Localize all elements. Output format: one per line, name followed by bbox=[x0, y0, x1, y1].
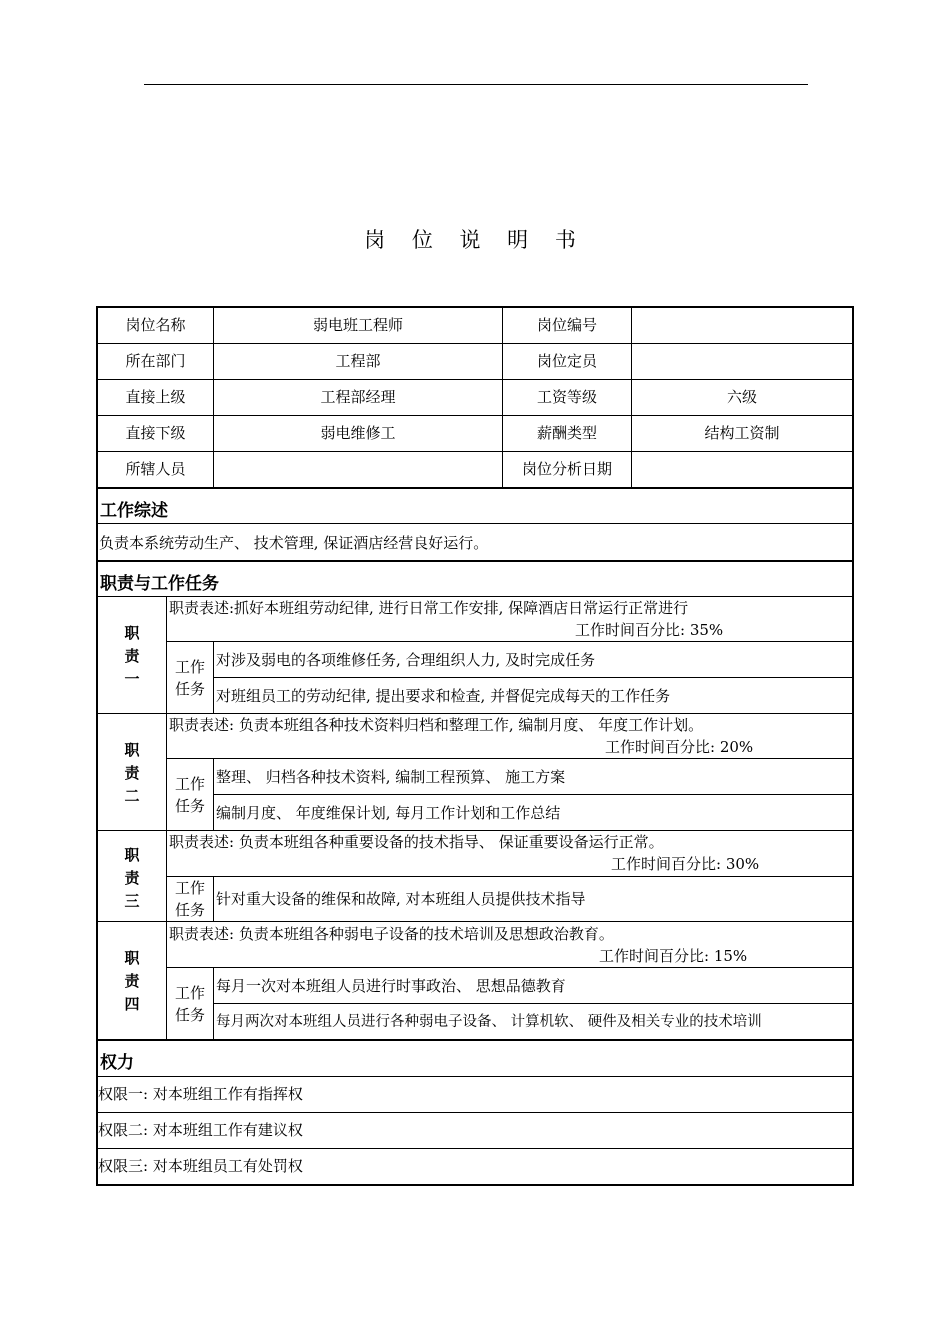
task-item: 每月两次对本班组人员进行各种弱电子设备、 计算机软、 硬件及相关专业的技术培训 bbox=[216, 1014, 762, 1030]
grid-line bbox=[96, 451, 854, 452]
grid-line bbox=[96, 560, 854, 562]
grid-line bbox=[96, 1112, 854, 1113]
grid-line bbox=[96, 415, 854, 416]
grid-line bbox=[213, 1003, 854, 1004]
info-label: 岗位分析日期 bbox=[521, 460, 612, 478]
task-item: 对涉及弱电的各项维修任务, 合理组织人力, 及时完成任务 bbox=[216, 651, 596, 669]
task-item: 针对重大设备的维保和故障, 对本班组人员提供技术指导 bbox=[216, 890, 586, 908]
task-label: 工作 任务 bbox=[174, 984, 205, 1024]
task-item: 整理、 归档各种技术资料, 编制工程预算、 施工方案 bbox=[216, 768, 566, 786]
grid-line bbox=[96, 1076, 854, 1077]
task-label: 工作 任务 bbox=[174, 879, 205, 919]
info-label: 岗位编号 bbox=[536, 316, 597, 334]
duty-time-2: 工作时间百分比: 20% bbox=[605, 738, 754, 756]
info-label: 所在部门 bbox=[125, 352, 186, 370]
duty-desc-4: 职责表述: 负责本班组各种弱电子设备的技术培训及思想政治教育。 bbox=[169, 925, 614, 943]
summary-text: 负责本系统劳动生产、 技术管理, 保证酒店经营良好运行。 bbox=[99, 534, 489, 552]
duty-desc-2: 职责表述: 负责本班组各种技术资料归档和整理工作, 编制月度、 年度工作计划。 bbox=[169, 716, 704, 734]
duties-heading: 职责与工作任务 bbox=[100, 574, 219, 594]
info-value: 六级 bbox=[726, 388, 757, 406]
grid-line bbox=[96, 830, 854, 831]
grid-line bbox=[213, 876, 214, 921]
task-item: 编制月度、 年度维保计划, 每月工作计划和工作总结 bbox=[216, 804, 561, 822]
grid-line bbox=[96, 596, 854, 597]
grid-line bbox=[96, 1039, 854, 1041]
info-label: 薪酬类型 bbox=[536, 424, 597, 442]
grid-line bbox=[166, 967, 854, 968]
duty-time-4: 工作时间百分比: 15% bbox=[599, 947, 748, 965]
info-label: 所辖人员 bbox=[125, 460, 186, 478]
duty-label-1: 职 责 一 bbox=[124, 624, 140, 688]
grid-line bbox=[96, 343, 854, 344]
info-value: 结构工资制 bbox=[704, 424, 780, 442]
info-value: 弱电班工程师 bbox=[312, 316, 403, 334]
info-label: 岗位名称 bbox=[125, 316, 186, 334]
duty-label-3: 职 责 三 bbox=[124, 846, 140, 910]
task-item: 对班组员工的劳动纪律, 提出要求和检查, 并督促完成每天的工作任务 bbox=[216, 687, 671, 705]
duty-label-4: 职 责 四 bbox=[124, 949, 140, 1013]
grid-line bbox=[96, 487, 854, 489]
task-label: 工作 任务 bbox=[174, 658, 205, 698]
grid-line bbox=[166, 876, 854, 877]
duty-time-1: 工作时间百分比: 35% bbox=[575, 621, 724, 639]
document-title: 岗 位 说 明 书 bbox=[364, 228, 586, 252]
grid-line bbox=[213, 794, 854, 795]
info-label: 直接下级 bbox=[125, 424, 186, 442]
duty-desc-3: 职责表述: 负责本班组各种重要设备的技术指导、 保证重要设备运行正常。 bbox=[169, 833, 664, 851]
info-label: 直接上级 bbox=[125, 388, 186, 406]
grid-line bbox=[213, 677, 854, 678]
info-value: 弱电维修工 bbox=[320, 424, 396, 442]
header-rule bbox=[144, 84, 808, 85]
authority-item: 权限一: 对本班组工作有指挥权 bbox=[98, 1085, 303, 1103]
grid-line bbox=[96, 523, 854, 524]
grid-line bbox=[166, 758, 854, 759]
authority-heading: 权力 bbox=[100, 1053, 134, 1073]
info-label: 岗位定员 bbox=[536, 352, 597, 370]
grid-line bbox=[96, 379, 854, 380]
info-label: 工资等级 bbox=[536, 388, 597, 406]
authority-item: 权限二: 对本班组工作有建议权 bbox=[98, 1121, 303, 1139]
grid-line bbox=[166, 641, 854, 642]
duty-label-2: 职 责 二 bbox=[124, 741, 140, 805]
task-label: 工作 任务 bbox=[174, 775, 205, 815]
info-value: 工程部 bbox=[335, 352, 381, 370]
task-item: 每月一次对本班组人员进行时事政治、 思想品德教育 bbox=[216, 977, 566, 995]
authority-item: 权限三: 对本班组员工有处罚权 bbox=[98, 1157, 303, 1175]
grid-line bbox=[96, 713, 854, 714]
grid-line bbox=[96, 1148, 854, 1149]
info-value: 工程部经理 bbox=[320, 388, 396, 406]
grid-line bbox=[96, 921, 854, 922]
duty-desc-1: 职责表述:抓好本班组劳动纪律, 进行日常工作安排, 保障酒店日常运行正常进行 bbox=[169, 599, 689, 617]
duty-time-3: 工作时间百分比: 30% bbox=[611, 855, 760, 873]
summary-heading: 工作综述 bbox=[100, 501, 168, 521]
